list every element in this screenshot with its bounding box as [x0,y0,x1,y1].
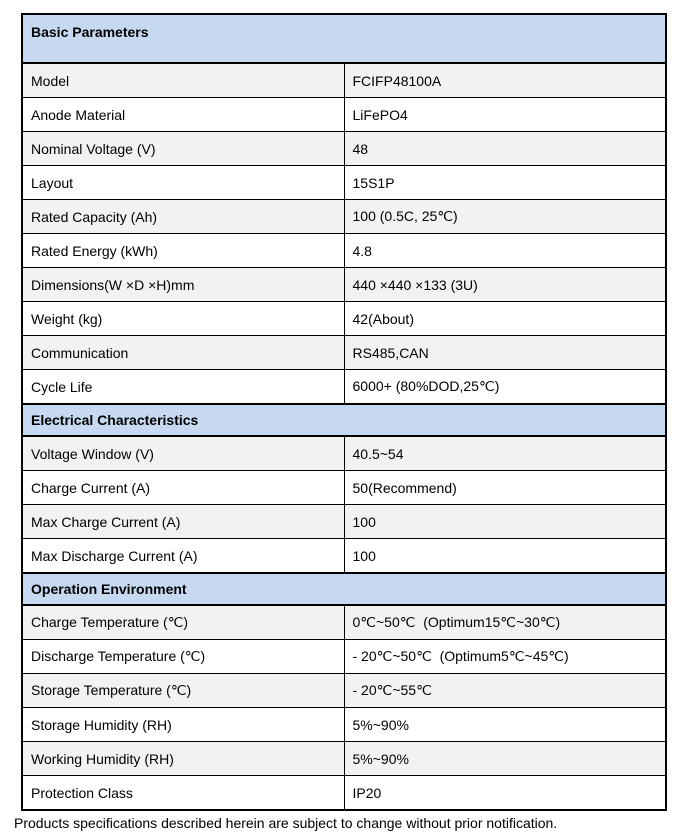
spec-label: Anode Material [22,98,344,132]
spec-value: 4.8 [344,234,666,268]
spec-label: Nominal Voltage (V) [22,132,344,166]
spec-label: Communication [22,336,344,370]
section-row [22,14,666,63]
section-row [22,404,666,436]
spec-value: 6000+ (80%DOD,25℃) [344,370,666,405]
spec-label: Working Humidity (RH) [22,742,344,776]
spec-label: Protection Class [22,776,344,811]
spec-value: 5%~90% [344,742,666,776]
table-row [22,539,666,574]
table-row [22,742,666,776]
table-row [22,98,666,132]
spec-label: Rated Energy (kWh) [22,234,344,268]
table-row [22,302,666,336]
table-row [22,776,666,811]
spec-label: Model [22,63,344,98]
spec-value: - 20℃~55℃ [344,674,666,708]
section-header-electrical-characteristics: Electrical Characteristics [22,404,666,436]
table-row [22,200,666,234]
spec-label: Charge Current (A) [22,471,344,505]
spec-label: Rated Capacity (Ah) [22,200,344,234]
table-row [22,336,666,370]
spec-label: Max Discharge Current (A) [22,539,344,574]
table-row [22,605,666,640]
section-header-operation-environment: Operation Environment [22,573,666,605]
spec-value: FCIFP48100A [344,63,666,98]
table-row [22,471,666,505]
spec-label: Weight (kg) [22,302,344,336]
spec-value: IP20 [344,776,666,811]
spec-label: Layout [22,166,344,200]
spec-label: Charge Temperature (℃) [22,605,344,640]
table-row [22,132,666,166]
spec-value: 440 ×440 ×133 (3U) [344,268,666,302]
spec-value: 50(Recommend) [344,471,666,505]
table-row [22,166,666,200]
spec-value: 0℃~50℃ (Optimum15℃~30℃) [344,605,666,640]
specifications-table [21,13,667,811]
table-row [22,370,666,405]
table-row [22,63,666,98]
spec-label: Storage Humidity (RH) [22,708,344,742]
spec-value: 42(About) [344,302,666,336]
table-row [22,674,666,708]
spec-value: 48 [344,132,666,166]
spec-label: Dimensions(W ×D ×H)mm [22,268,344,302]
spec-value: LiFePO4 [344,98,666,132]
section-header-basic-parameters: Basic Parameters [22,14,666,63]
section-row [22,573,666,605]
spec-label: Voltage Window (V) [22,436,344,471]
spec-value: 5%~90% [344,708,666,742]
spec-label: Storage Temperature (℃) [22,674,344,708]
table-row [22,234,666,268]
table-row [22,640,666,674]
spec-value: 40.5~54 [344,436,666,471]
table-row [22,708,666,742]
spec-value: 100 [344,539,666,574]
spec-value: RS485,CAN [344,336,666,370]
spec-label: Max Charge Current (A) [22,505,344,539]
spec-label: Cycle Life [22,370,344,405]
table-row [22,268,666,302]
table-row [22,505,666,539]
footer-note: Products specifications described herein are subject to change without prior notification. [14,815,558,831]
spec-label: Discharge Temperature (℃) [22,640,344,674]
specifications-table-body [22,14,666,810]
table-row [22,436,666,471]
spec-value: - 20℃~50℃ (Optimum5℃~45℃) [344,640,666,674]
spec-value: 100 [344,505,666,539]
spec-value: 15S1P [344,166,666,200]
spec-value: 100 (0.5C, 25℃) [344,200,666,234]
